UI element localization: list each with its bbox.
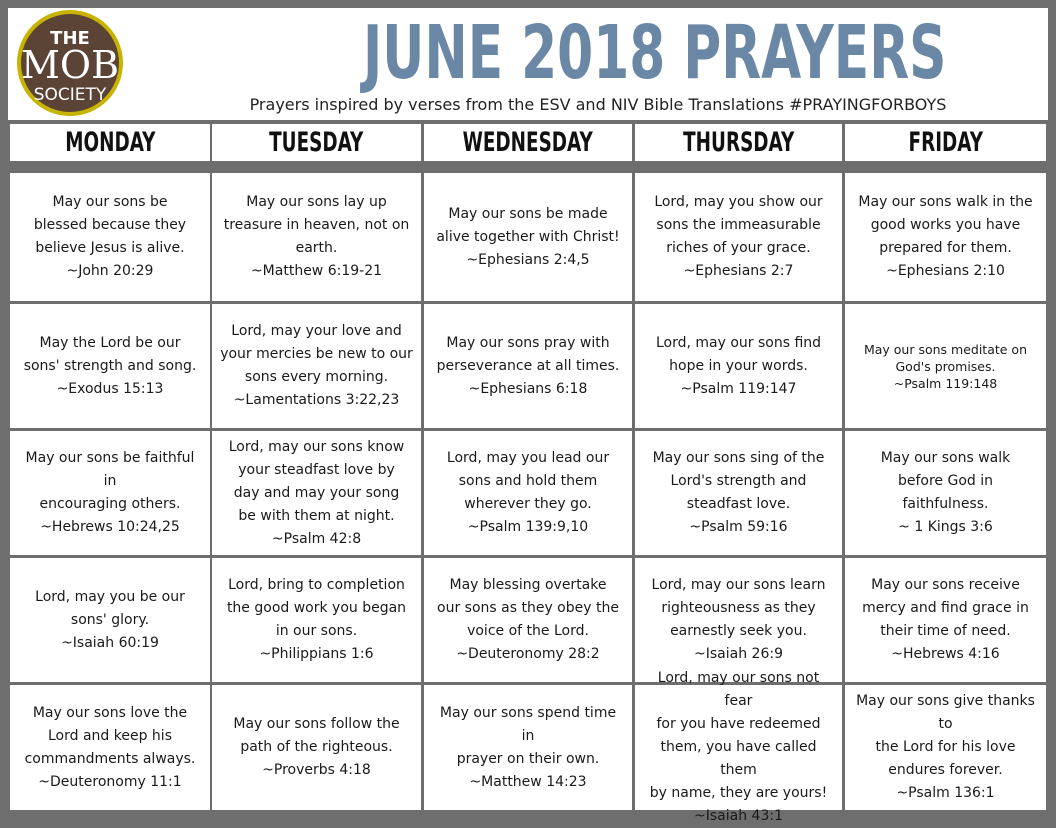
day-header-wednesday [424,124,632,161]
prayer-calendar-grid [8,124,1048,824]
logo-line1: THE [50,28,90,49]
page-title: JUNE 2018 PRAYERS [363,10,947,96]
prayer-text: May our sons sing of the Lord's strength and steadfast love. ~Psalm 59:16 [652,450,825,535]
prayer-text: May our sons follow the path of the righteous. ~Proverbs 4:18 [233,716,400,778]
prayer-cell [10,431,210,555]
prayer-cell [635,431,842,555]
prayer-cell [635,173,842,301]
prayer-cell [212,685,421,810]
prayer-text: May our sons be faithful in encouraging others. ~Hebrews 10:24,25 [25,450,195,535]
day-header-label: FRIDAY [908,127,983,158]
logo-line2: MOB [21,43,119,87]
prayer-text: Lord, may our sons not fear for you have redeemed them, you have called them by name, they are yours! ~Isaiah 43:1 [649,670,828,824]
day-header-label: TUESDAY [269,127,364,158]
prayer-text: May our sons love the Lord and keep his commandments always. ~Deuteronomy 11:1 [24,704,196,790]
day-header-label: WEDNESDAY [462,127,594,158]
logo-line3: SOCIETY [33,85,107,105]
prayer-cell [212,558,421,682]
prayer-cell [10,685,210,810]
prayer-cell [212,304,421,428]
prayer-text: May our sons be blessed because they believe Jesus is alive. ~John 20:29 [33,194,187,279]
prayer-cell [10,304,210,428]
prayer-cell [10,173,210,301]
prayer-cell [212,173,421,301]
prayer-cell [212,431,421,555]
prayer-text: May our sons give thanks to the Lord for his love endures forever. ~Psalm 136:1 [856,693,1035,801]
calendar-page [8,8,1048,824]
prayer-cell [424,431,632,555]
prayer-text: May our sons pray with perseverance at all times. ~Ephesians 6:18 [436,334,620,397]
prayer-cell [845,558,1046,682]
prayer-text: May our sons receive mercy and find grace in their time of need. ~Hebrews 4:16 [862,577,1029,662]
prayer-text: Lord, may you show our sons the immeasurable riches of your grace. ~Ephesians 2:7 [654,194,823,279]
day-header-friday [845,124,1046,161]
prayer-cell [424,304,632,428]
prayer-text: Lord, may our sons find hope in your words. ~Psalm 119:147 [655,334,822,397]
prayer-cell [635,304,842,428]
prayer-text: Lord, may our sons know your steadfast love by day and may your song be with them at night. ~Psalm 42:8 [228,438,405,547]
prayer-text: May our sons be made alive together with Christ! ~Ephesians 2:4,5 [436,205,620,268]
prayer-text: May our sons lay up treasure in heaven, not on earth. ~Matthew 6:19-21 [223,194,410,279]
day-header-tuesday [212,124,421,161]
page-header [8,8,1048,120]
prayer-cell [635,670,842,824]
mob-society-logo [12,8,128,118]
day-header-monday [10,124,210,161]
prayer-text: Lord, bring to completion the good work you began in our sons. ~Philippians 1:6 [226,577,407,662]
prayer-cell [10,558,210,682]
prayer-cell [845,431,1046,555]
prayer-cell [845,173,1046,301]
prayer-text: May our sons walk before God in faithfulness. ~ 1 Kings 3:6 [880,450,1011,535]
prayer-text: Lord, may your love and your mercies be new to our sons every morning. ~Lamentations 3:22,23 [220,323,413,408]
prayer-cell [635,558,842,682]
day-header-label: THURSDAY [682,127,795,158]
day-header-thursday [635,124,842,161]
prayer-cell [424,685,632,810]
prayer-text: Lord, may you lead our sons and hold them wherever they go. ~Psalm 139:9,10 [446,450,610,535]
prayer-text: May our sons walk in the good works you have prepared for them. ~Ephesians 2:10 [858,194,1033,279]
prayer-cell [424,558,632,682]
prayer-text: May our sons spend time in prayer on their own. ~Matthew 14:23 [439,704,617,790]
page-subtitle: Prayers inspired by verses from the ESV and NIV Bible Translations #PRAYINGFORBOYS [249,95,947,114]
prayer-text: May the Lord be our sons' strength and song. ~Exodus 15:13 [23,334,197,397]
prayer-text: May blessing overtake our sons as they obey the voice of the Lord. ~Deuteronomy 28:2 [437,577,619,662]
prayer-cell [424,173,632,301]
prayer-cell [845,685,1046,810]
prayer-text: Lord, may our sons learn righteousness as they earnestly seek you. ~Isaiah 26:9 [651,577,826,662]
prayer-text: Lord, may you be our sons' glory. ~Isaiah 60:19 [35,588,185,651]
prayer-cell [845,304,1046,428]
prayer-text: May our sons meditate on God's promises. ~Psalm 119:148 [863,341,1028,391]
day-header-label: MONDAY [64,127,156,158]
